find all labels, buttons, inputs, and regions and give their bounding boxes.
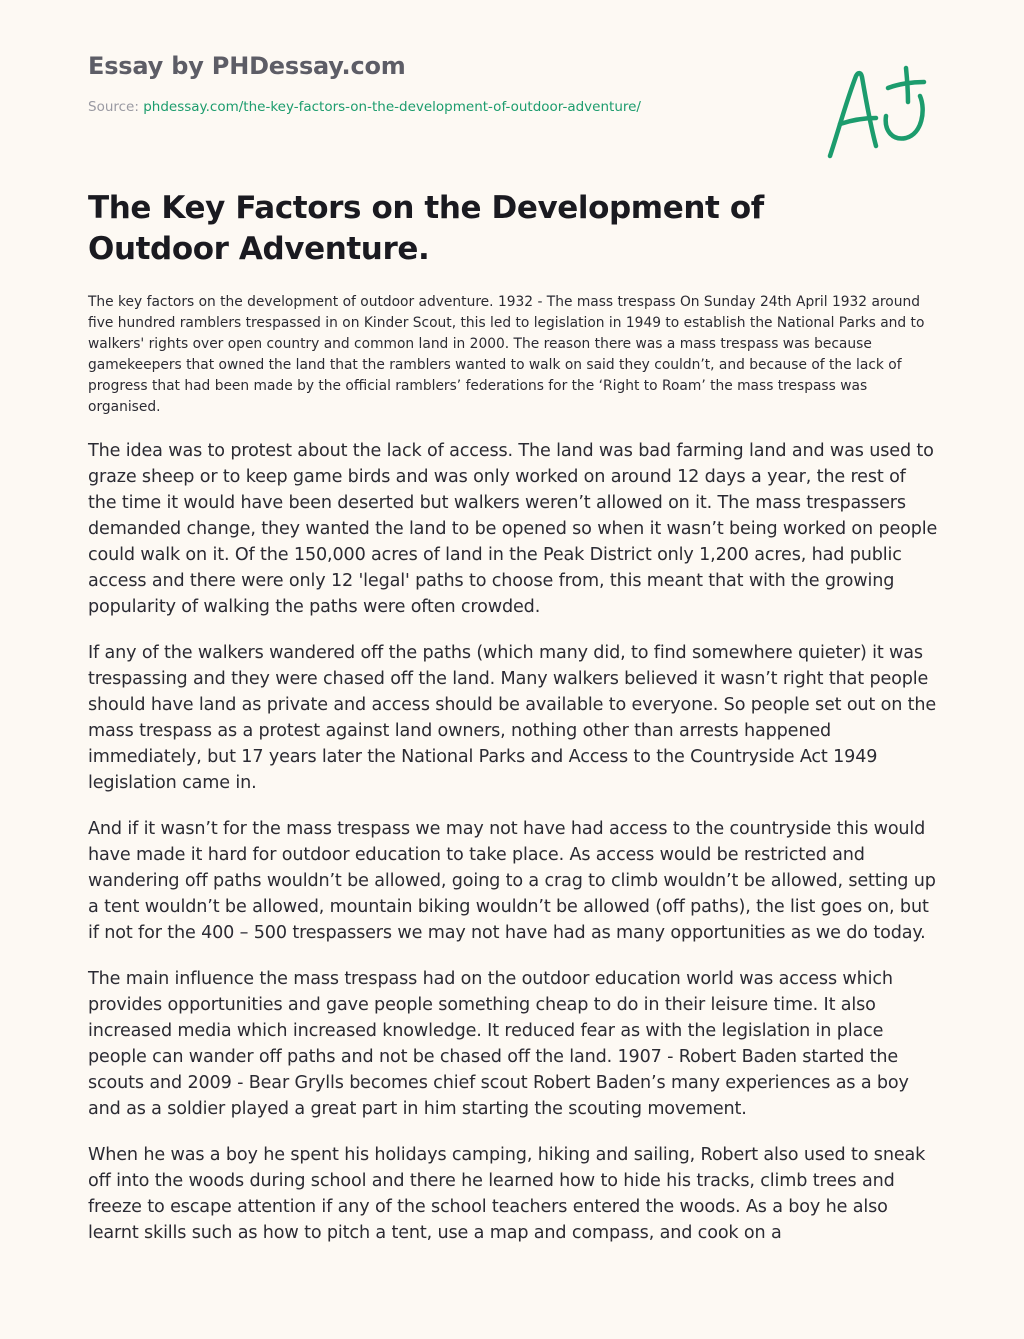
essay-paragraph: The main influence the mass trespass had on the outdoor education world was access which provides opportunities and gave people something cheap to do in their leisure time. It also increased media which increased knowledge. It reduced fear as with the legislation in place people can wander off paths and not be chased off the land. 1907 - Robert Baden started the scouts and 2009 - Bear Grylls becomes chief scout Robert Baden’s many experiences as a boy and as a soldier played a great part in him starting the scouting movement. [88, 969, 909, 1119]
site-header [88, 50, 808, 116]
essay-intro: The key factors on the development of outdoor adventure. 1932 - The mass trespass On Sunday 24th April 1932 around five hundred ramblers trespassed in on Kinder Scout, this led to legislation in 1949 to establish the National Parks and to walkers' rights over open country and common land in 2000. The reason there was a mass trespass was because gamekeepers that owned the land that the ramblers wanted to walk on said they couldn’t, and because of the lack of progress that had been made by the official ramblers’ federations for the ‘Right to Roam’ the mass trespass was organised. [88, 294, 925, 415]
essay-body [88, 438, 938, 1266]
essay-title: The Key Factors on the Development of Outdoor Adventure. [88, 190, 764, 267]
source-link[interactable]: phdessay.com/the-key-factors-on-the-development-of-outdoor-adventure/ [143, 99, 641, 115]
site-title[interactable]: Essay by PHDessay.com [88, 52, 406, 80]
essay-paragraph: The idea was to protest about the lack of access. The land was bad farming land and was used to graze sheep or to keep game birds and was only worked on around 12 days a year, the rest of the time it would have been deserted but walkers weren’t allowed on it. The mass trespassers demanded change, they wanted the land to be opened so when it wasn’t being worked on people could walk on it. Of the 150,000 acres of land in the Peak District only 1,200 acres, had public access and there were only 12 'legal' paths to choose from, this meant that with the growing popularity of walking the paths were often crowded. [88, 441, 938, 617]
essay-paragraph: When he was a boy he spent his holidays camping, hiking and sailing, Robert also used to sneak off into the woods during school and there he learned how to hide his tracks, climb trees and freeze to escape attention if any of the school teachers entered the woods. As a boy he also learnt skills such as how to pitch a tent, use a map and compass, and cook on a [88, 1145, 926, 1243]
source-line [88, 98, 808, 116]
essay-paragraph: And if it wasn’t for the mass trespass we may not have had access to the countryside this would have made it hard for outdoor education to take place. As access would be restricted and wandering off paths wouldn’t be allowed, going to a crag to climb wouldn’t be allowed, setting up a tent wouldn’t be allowed, mountain biking wouldn’t be allowed (off paths), the list goes on, but if not for the 400 – 500 trespassers we may not have had as many opportunities as we do today. [88, 819, 936, 943]
essay-paragraph: If any of the walkers wandered off the paths (which many did, to find somewhere quieter) it was trespassing and they were chased off the land. Many walkers believed it wasn’t right that people should have land as private and access should be available to everyone. So people set out on the mass trespass as a protest against land owners, nothing other than arrests happened immediately, but 17 years later the National Parks and Access to the Countryside Act 1949 legislation came in. [88, 643, 937, 793]
source-label: Source: [88, 99, 144, 115]
a-plus-logo-icon [822, 62, 932, 162]
